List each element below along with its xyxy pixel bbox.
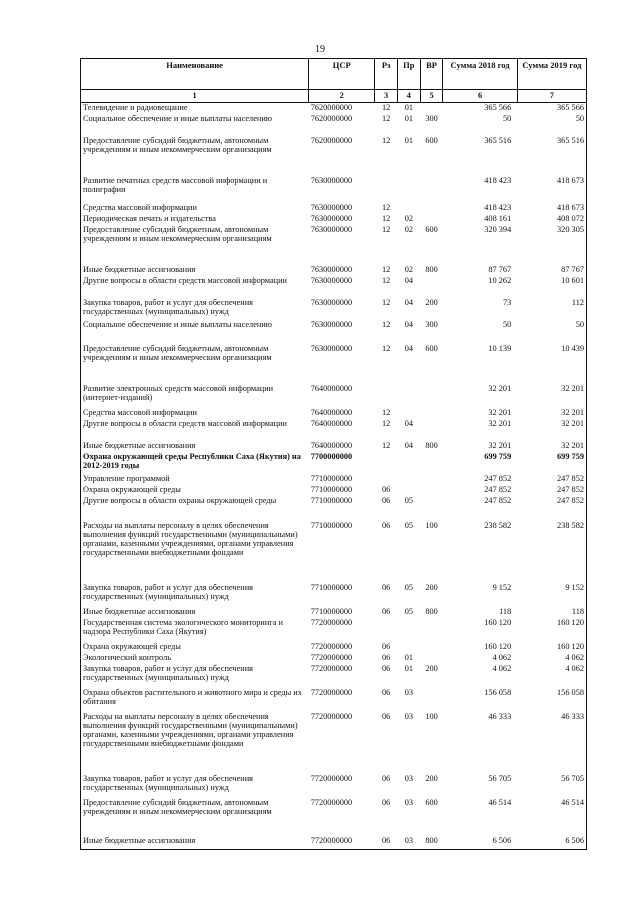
row-sum-2018: 365 516 (484, 135, 512, 145)
row-pr: 02 (404, 224, 413, 234)
row-pr: 04 (404, 343, 413, 353)
row-sum-2018: 46 514 (488, 797, 512, 807)
table-row (81, 496, 587, 521)
row-sum-2019: 56 705 (517, 774, 586, 798)
row-name: Средства массовой информации (81, 408, 309, 419)
row-sum-2019: 418 673 (517, 176, 586, 203)
row-vr (420, 419, 443, 441)
row-name: Расходы на выплаты персоналу в целях обеспечения выполнения функций государственными (муниципальными) органами, казенными учреждениями, органами управления государственными внебюджетными фондами (81, 521, 309, 583)
row-pr (397, 384, 420, 408)
column-number: 6 (443, 90, 517, 103)
header-sum-2019: Сумма 2019 год (517, 59, 586, 90)
row-name: Закупка товаров, работ и услуг для обеспечения государственных (муниципальных) нужд (81, 774, 309, 798)
row-rz: 12 (381, 418, 391, 428)
row-sum-2018: 6 506 (443, 836, 517, 850)
row-name: Предоставление субсидий бюджетным, автономным учреждениям и иным некоммерческим организациям (81, 136, 309, 176)
row-sum-2018: 73 (502, 297, 512, 307)
row-name: Развитие электронных средств массовой информации (интернет-изданий) (81, 384, 309, 408)
row-pr: 01 (404, 103, 413, 112)
page-number: 19 (315, 44, 325, 55)
row-pr: 02 (404, 264, 413, 274)
row-sum-2018: 365 566 (484, 103, 512, 112)
row-sum-2019: 118 (517, 607, 586, 618)
row-pr (397, 642, 420, 653)
row-sum-2018: 50 (502, 319, 512, 329)
row-sum-2019: 10 601 (517, 276, 586, 298)
row-sum-2019: 50 (517, 320, 586, 344)
header-vr: ВР (420, 59, 443, 90)
table-row (81, 214, 587, 225)
row-vr: 800 (420, 836, 443, 850)
row-sum-2019: 365 516 (517, 136, 586, 176)
row-vr: 300 (425, 113, 438, 123)
row-sum-2018: 699 759 (484, 451, 512, 461)
row-vr (420, 214, 443, 225)
row-sum-2019: 699 759 (517, 452, 586, 474)
row-sum-2018: 160 120 (484, 617, 512, 627)
row-pr (397, 618, 420, 642)
row-name: Закупка товаров, работ и услуг для обеспечения государственных (муниципальных) нужд (81, 583, 309, 607)
row-name: Развитие печатных средств массовой информации и полиграфии (81, 176, 309, 203)
row-name: Иные бюджетные ассигнования (81, 607, 309, 618)
row-rz: 06 (381, 582, 391, 592)
row-csr: 7620000000 (310, 135, 353, 145)
row-sum-2018: 56 705 (488, 773, 512, 783)
row-vr (420, 276, 443, 298)
row-csr: 7620000000 (310, 113, 353, 123)
row-pr: 05 (404, 520, 413, 530)
row-pr: 04 (404, 440, 413, 450)
row-csr: 7720000000 (309, 836, 375, 850)
row-sum-2018: 238 582 (484, 520, 512, 530)
row-sum-2018: 46 333 (488, 711, 512, 721)
row-sum-2019: 9 152 (517, 583, 586, 607)
row-name: Охрана окружающей среды Республики Саха (Якутия) на 2012-2019 годы (81, 452, 309, 474)
row-pr: 03 (404, 797, 413, 807)
row-pr (397, 452, 420, 474)
header-csr: ЦСР (309, 59, 375, 90)
row-sum-2019: 247 852 (517, 474, 586, 485)
row-name: Другие вопросы в области охраны окружающей среды (81, 496, 309, 521)
row-sum-2019: 418 673 (517, 203, 586, 214)
row-rz: 12 (381, 319, 391, 329)
row-sum-2019: 247 852 (517, 496, 586, 521)
row-vr: 600 (425, 343, 438, 353)
row-sum-2018: 87 767 (488, 264, 512, 274)
row-vr: 100 (425, 520, 438, 530)
row-name: Другие вопросы в области средств массовой информации (81, 419, 309, 441)
row-rz: 06 (381, 520, 391, 530)
column-number: 3 (375, 90, 398, 103)
row-sum-2018: 408 161 (484, 213, 512, 223)
row-sum-2019: 160 120 (517, 618, 586, 642)
row-name: Охрана окружающей среды (81, 485, 309, 496)
row-csr: 7640000000 (310, 407, 353, 417)
row-rz: 06 (381, 484, 391, 494)
table-body (81, 103, 587, 850)
row-name: Социальное обеспечение и иные выплаты населению (81, 320, 309, 344)
row-vr: 200 (425, 663, 438, 673)
row-sum-2019: 365 566 (517, 103, 586, 114)
row-pr: 05 (404, 606, 413, 616)
row-rz: 06 (381, 773, 391, 783)
row-name: Периодическая печать и издательства (81, 214, 309, 225)
row-vr: 300 (425, 319, 438, 329)
row-pr: 01 (404, 135, 413, 145)
table-row (81, 712, 587, 774)
row-rz: 06 (381, 797, 391, 807)
row-name: Телевидение и радиовещание (81, 103, 309, 114)
row-rz: 12 (381, 224, 391, 234)
row-rz: 06 (381, 641, 391, 651)
row-rz (375, 176, 398, 203)
row-csr: 7640000000 (310, 383, 353, 393)
row-rz (375, 474, 398, 485)
table-row (81, 203, 587, 214)
row-pr: 04 (404, 418, 413, 428)
row-sum-2018: 32 201 (488, 440, 512, 450)
row-sum-2019: 4 062 (517, 653, 586, 664)
table-row (81, 642, 587, 653)
table-row (81, 607, 587, 618)
table-row (81, 664, 587, 688)
row-name: Закупка товаров, работ и услуг для обеспечения государственных (муниципальных) нужд (81, 664, 309, 688)
row-name: Иные бюджетные ассигнования (81, 441, 309, 452)
row-sum-2018: 418 423 (484, 175, 512, 185)
row-sum-2018: 32 201 (488, 407, 512, 417)
row-vr: 800 (425, 264, 438, 274)
row-csr: 7720000000 (310, 773, 353, 783)
row-csr: 7630000000 (310, 264, 353, 274)
row-name: Средства массовой информации (81, 203, 309, 214)
row-pr: 04 (404, 275, 413, 285)
row-rz: 06 (381, 711, 391, 721)
row-csr: 7630000000 (310, 224, 353, 234)
row-rz: 06 (381, 606, 391, 616)
table-row (81, 103, 587, 114)
row-sum-2019: 46 514 (517, 798, 586, 836)
row-sum-2018: 4 062 (492, 663, 512, 673)
row-csr: 7720000000 (310, 617, 353, 627)
row-pr: 05 (404, 495, 413, 505)
table-row (81, 276, 587, 298)
table-row (81, 485, 587, 496)
row-sum-2018: 156 058 (484, 687, 512, 697)
row-sum-2018: 10 262 (488, 275, 512, 285)
row-name: Социальное обеспечение и иные выплаты населению (81, 114, 309, 136)
row-sum-2018: 247 852 (484, 495, 512, 505)
row-rz (375, 618, 398, 642)
row-vr: 200 (425, 582, 438, 592)
table-row (81, 344, 587, 384)
row-sum-2019: 6 506 (517, 836, 586, 850)
row-sum-2018: 160 120 (484, 641, 512, 651)
row-vr (420, 688, 443, 712)
table-row (81, 798, 587, 836)
table-row (81, 474, 587, 485)
table-row (81, 114, 587, 136)
row-sum-2019: 112 (517, 298, 586, 320)
table-row (81, 583, 587, 607)
row-rz: 06 (375, 836, 398, 850)
row-rz: 12 (381, 407, 391, 417)
row-sum-2019: 32 201 (517, 419, 586, 441)
row-rz: 12 (381, 440, 391, 450)
header-sum-2018: Сумма 2018 год (443, 59, 517, 90)
row-csr: 7710000000 (310, 606, 353, 616)
row-sum-2018: 418 423 (484, 202, 512, 212)
table-header (81, 59, 587, 103)
row-csr: 7720000000 (310, 687, 353, 697)
row-csr: 7710000000 (310, 484, 353, 494)
row-rz: 12 (381, 213, 391, 223)
table-row (81, 618, 587, 642)
row-rz: 12 (381, 202, 391, 212)
row-name: Охрана объектов растительного и животного мира и среды их обитания (81, 688, 309, 712)
row-vr (420, 642, 443, 653)
row-csr: 7640000000 (310, 418, 353, 428)
budget-table (80, 58, 587, 850)
row-vr: 600 (425, 224, 438, 234)
table-row (81, 653, 587, 664)
row-csr: 7720000000 (310, 797, 353, 807)
table-row (81, 441, 587, 452)
row-sum-2019: 87 767 (517, 265, 586, 276)
row-pr: 02 (404, 213, 413, 223)
row-pr (397, 408, 420, 419)
table-row (81, 265, 587, 276)
row-csr: 7630000000 (310, 343, 353, 353)
row-csr: 7630000000 (310, 297, 353, 307)
row-vr (420, 653, 443, 664)
row-name: Другие вопросы в области средств массовой информации (81, 276, 309, 298)
table-row (81, 836, 587, 850)
column-number: 2 (309, 90, 375, 103)
table-row (81, 136, 587, 176)
row-vr: 600 (425, 797, 438, 807)
row-name: Иные бюджетные ассигнования (81, 836, 309, 850)
row-name: Экологический контроль (81, 653, 309, 664)
row-csr: 7710000000 (310, 582, 353, 592)
row-sum-2019: 408 072 (517, 214, 586, 225)
row-rz: 12 (381, 264, 391, 274)
row-rz: 12 (381, 135, 391, 145)
row-sum-2019: 160 120 (517, 642, 586, 653)
row-sum-2018: 118 (499, 606, 512, 616)
row-rz: 06 (381, 687, 391, 697)
row-name: Предоставление субсидий бюджетным, автономным учреждениям и иным некоммерческим организациям (81, 798, 309, 836)
row-name: Закупка товаров, работ и услуг для обеспечения государственных (муниципальных) нужд (81, 298, 309, 320)
column-number: 5 (420, 90, 443, 103)
row-sum-2018: 9 152 (492, 582, 512, 592)
row-pr (397, 203, 420, 214)
row-vr (420, 496, 443, 521)
row-vr: 200 (425, 297, 438, 307)
row-sum-2018: 247 852 (484, 484, 512, 494)
table-row (81, 176, 587, 203)
row-rz: 12 (381, 103, 391, 112)
row-sum-2019: 320 305 (517, 225, 586, 265)
table-row (81, 774, 587, 798)
table-row (81, 384, 587, 408)
row-sum-2019: 32 201 (517, 408, 586, 419)
row-rz (375, 384, 398, 408)
row-sum-2018: 32 201 (488, 383, 512, 393)
row-csr: 7630000000 (310, 202, 353, 212)
row-sum-2019: 32 201 (517, 384, 586, 408)
row-vr (420, 408, 443, 419)
table-row (81, 298, 587, 320)
row-csr: 7710000000 (310, 520, 353, 530)
row-rz: 12 (381, 275, 391, 285)
row-pr (397, 474, 420, 485)
row-pr: 04 (404, 319, 413, 329)
row-vr: 200 (425, 773, 438, 783)
row-csr: 7630000000 (310, 175, 353, 185)
header-name: Наименование (81, 59, 309, 90)
row-vr: 800 (425, 606, 438, 616)
row-csr: 7630000000 (310, 319, 353, 329)
row-sum-2019: 238 582 (517, 521, 586, 583)
row-rz: 06 (381, 652, 391, 662)
row-sum-2019: 247 852 (517, 485, 586, 496)
row-csr: 7710000000 (310, 495, 353, 505)
row-csr: 7620000000 (310, 103, 353, 112)
row-csr: 7700000000 (310, 451, 353, 461)
row-csr: 7720000000 (310, 711, 353, 721)
row-csr: 7720000000 (310, 663, 353, 673)
row-vr: 600 (425, 135, 438, 145)
row-pr (397, 176, 420, 203)
row-pr: 01 (404, 663, 413, 673)
table-row (81, 408, 587, 419)
row-rz: 12 (381, 113, 391, 123)
table-row (81, 452, 587, 474)
column-number: 4 (397, 90, 420, 103)
row-rz: 06 (381, 663, 391, 673)
column-numbers-row (81, 90, 587, 103)
row-vr (420, 474, 443, 485)
row-sum-2018: 10 139 (488, 343, 512, 353)
row-pr: 03 (397, 836, 420, 850)
row-sum-2018: 32 201 (488, 418, 512, 428)
row-csr: 7720000000 (310, 641, 353, 651)
row-csr: 7720000000 (310, 652, 353, 662)
table-row (81, 320, 587, 344)
row-name: Иные бюджетные ассигнования (81, 265, 309, 276)
row-name: Предоставление субсидий бюджетным, автономным учреждениям и иным некоммерческим организациям (81, 344, 309, 384)
row-name: Расходы на выплаты персоналу в целях обеспечения выполнения функций государственными (муниципальными) органами, казенными учреждениями, органами управления государственными внебюджетными фондами (81, 712, 309, 774)
row-pr: 01 (404, 652, 413, 662)
row-vr: 100 (425, 711, 438, 721)
row-csr: 7710000000 (310, 473, 353, 483)
row-sum-2019: 46 333 (517, 712, 586, 774)
row-vr (420, 103, 443, 114)
row-vr (420, 485, 443, 496)
header-pr: Пр (397, 59, 420, 90)
row-name: Управление программой (81, 474, 309, 485)
row-name: Предоставление субсидий бюджетным, автономным учреждениям и иным некоммерческим организациям (81, 225, 309, 265)
row-name: Государственная система экологического мониторинга и надзора Республики Саха (Якутия) (81, 618, 309, 642)
row-sum-2018: 50 (502, 113, 512, 123)
row-pr: 03 (404, 773, 413, 783)
table-row (81, 521, 587, 583)
row-vr (420, 618, 443, 642)
row-vr (420, 203, 443, 214)
row-rz: 12 (381, 343, 391, 353)
column-number: 1 (81, 90, 309, 103)
row-pr: 04 (404, 297, 413, 307)
row-rz (375, 452, 398, 474)
row-sum-2018: 4 062 (492, 652, 512, 662)
row-rz: 06 (381, 495, 391, 505)
row-pr: 01 (404, 113, 413, 123)
row-rz: 12 (381, 297, 391, 307)
row-vr (420, 384, 443, 408)
row-csr: 7630000000 (310, 213, 353, 223)
row-csr: 7640000000 (310, 440, 353, 450)
table-row (81, 419, 587, 441)
table-row (81, 225, 587, 265)
column-number: 7 (517, 90, 586, 103)
row-sum-2019: 10 439 (517, 344, 586, 384)
row-name: Охрана окружающей среды (81, 642, 309, 653)
row-pr (397, 485, 420, 496)
row-sum-2018: 247 852 (484, 473, 512, 483)
row-pr: 03 (404, 687, 413, 697)
row-pr: 05 (404, 582, 413, 592)
row-sum-2019: 156 058 (517, 688, 586, 712)
table-row (81, 688, 587, 712)
row-sum-2019: 4 062 (517, 664, 586, 688)
row-vr (420, 176, 443, 203)
header-rz: Рз (375, 59, 398, 90)
row-sum-2018: 320 394 (484, 224, 512, 234)
row-sum-2019: 50 (517, 114, 586, 136)
row-vr: 800 (425, 440, 438, 450)
row-sum-2019: 32 201 (517, 441, 586, 452)
row-pr: 03 (404, 711, 413, 721)
row-csr: 7630000000 (310, 275, 353, 285)
row-vr (420, 452, 443, 474)
